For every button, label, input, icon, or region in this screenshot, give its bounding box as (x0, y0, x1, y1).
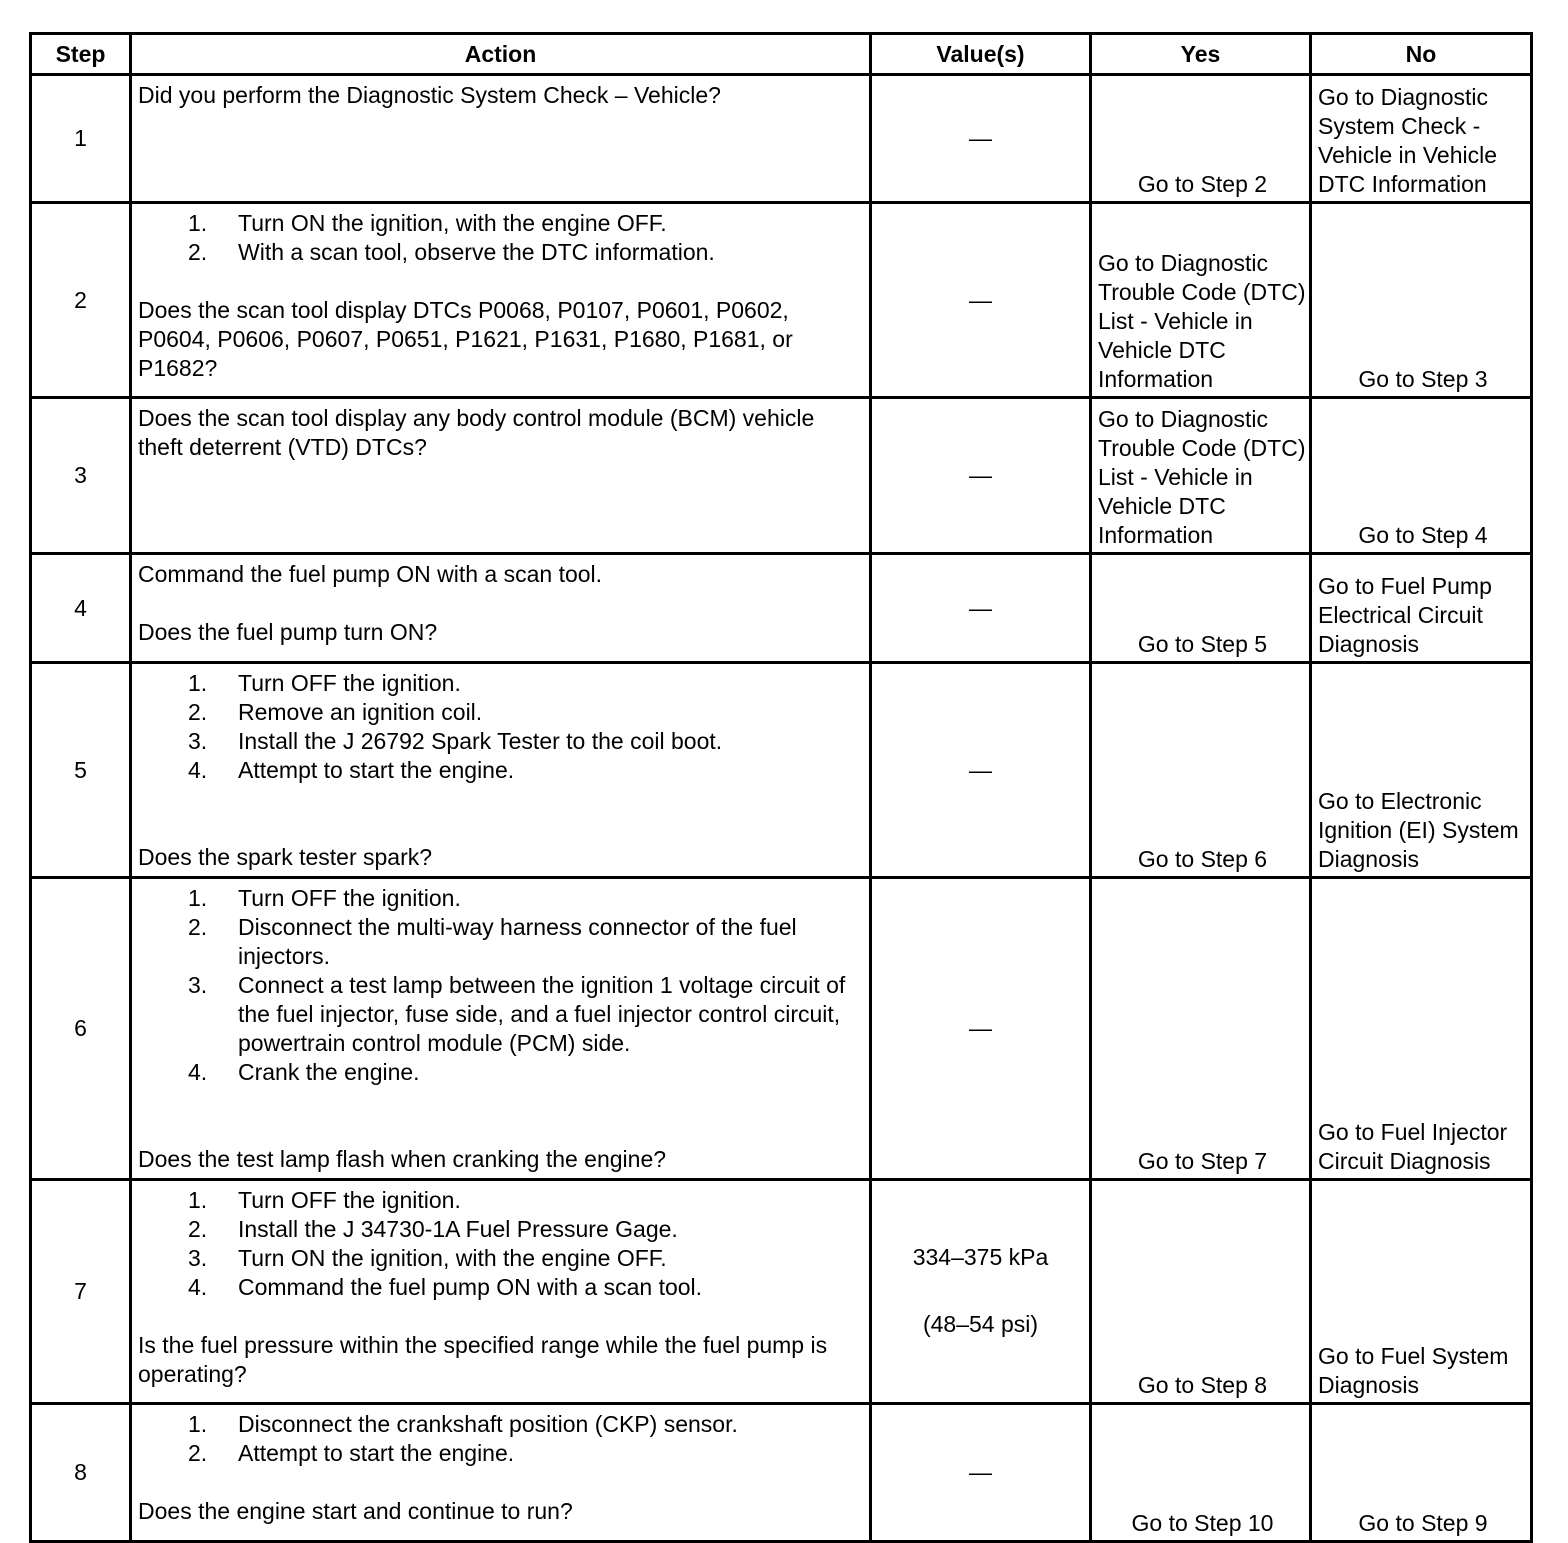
value-kpa: 334–375 kPa (912, 1244, 1049, 1270)
step-number: 6 (31, 878, 131, 1180)
action-question: Does the scan tool display DTCs P0068, P0107, P0601, P0602, P0604, P0606, P0607, P0651, P1621, P1631, P1680, P1681, or P1682? (138, 297, 793, 381)
yes-cell: Go to Step 2 (1091, 75, 1311, 203)
list-item: 4. Attempt to start the engine. (188, 757, 515, 783)
list-item: 1. Disconnect the crankshaft position (CKP) sensor. (188, 1411, 738, 1437)
value-cell: — (871, 398, 1091, 554)
diagnostic-table (29, 32, 1533, 1543)
header-row (31, 34, 1532, 75)
action-cell (131, 1404, 871, 1542)
no-cell: Go to Fuel System Diagnosis (1311, 1180, 1532, 1404)
table-row (31, 75, 1532, 203)
yes-cell: Go to Step 8 (1091, 1180, 1311, 1404)
list-item: 3. Connect a test lamp between the ignition 1 voltage circuit of the fuel injector, fuse side, and a fuel injector control circuit, powertrain control module (PCM) side. (188, 972, 846, 1056)
header-action: Action (131, 34, 871, 75)
no-cell: Go to Step 9 (1311, 1404, 1532, 1542)
no-cell: Go to Step 4 (1311, 398, 1532, 554)
no-cell: Go to Fuel Pump Electrical Circuit Diagnosis (1311, 554, 1532, 663)
list-item: 2. With a scan tool, observe the DTC information. (188, 239, 715, 265)
table-row (31, 1180, 1532, 1404)
table-row (31, 1404, 1532, 1542)
action-list (138, 669, 865, 785)
step-number: 2 (31, 203, 131, 398)
step-number: 7 (31, 1180, 131, 1404)
step-number: 1 (31, 75, 131, 203)
action-cell (131, 75, 871, 203)
list-item: 3. Install the J 26792 Spark Tester to the coil boot. (188, 728, 723, 754)
action-question: Does the spark tester spark? (138, 844, 433, 870)
value-cell: — (871, 75, 1091, 203)
value-cell: — (871, 1404, 1091, 1542)
action-list (138, 1186, 865, 1302)
yes-cell: Go to Step 6 (1091, 663, 1311, 878)
no-cell: Go to Diagnostic System Check - Vehicle in Vehicle DTC Information (1311, 75, 1532, 203)
action-list (138, 1410, 865, 1468)
action-question: Does the engine start and continue to run? (138, 1498, 573, 1524)
table-row (31, 203, 1532, 398)
list-item: 1. Turn ON the ignition, with the engine OFF. (188, 210, 667, 236)
yes-cell: Go to Step 10 (1091, 1404, 1311, 1542)
action-cell (131, 203, 871, 398)
header-step: Step (31, 34, 131, 75)
header-yes: Yes (1091, 34, 1311, 75)
list-item: 3. Turn ON the ignition, with the engine OFF. (188, 1245, 667, 1271)
action-cell (131, 554, 871, 663)
table-row (31, 878, 1532, 1180)
list-item: 1. Turn OFF the ignition. (188, 670, 461, 696)
list-item: 2. Disconnect the multi-way harness connector of the fuel injectors. (188, 914, 797, 969)
no-cell: Go to Step 3 (1311, 203, 1532, 398)
step-number: 8 (31, 1404, 131, 1542)
yes-cell: Go to Step 7 (1091, 878, 1311, 1180)
list-item: 4. Command the fuel pump ON with a scan tool. (188, 1274, 703, 1300)
header-values: Value(s) (871, 34, 1091, 75)
list-item: 4. Crank the engine. (188, 1059, 420, 1085)
action-question: Is the fuel pressure within the specified range while the fuel pump is operating? (138, 1332, 828, 1387)
table-row (31, 663, 1532, 878)
value-cell (871, 1180, 1091, 1404)
step-number: 4 (31, 554, 131, 663)
no-cell: Go to Electronic Ignition (EI) System Diagnosis (1311, 663, 1532, 878)
action-text: Command the fuel pump ON with a scan tool. (138, 561, 603, 587)
table-row (31, 554, 1532, 663)
action-cell (131, 878, 871, 1180)
action-question: Does the test lamp flash when cranking the engine? (138, 1146, 667, 1172)
list-item: 2. Install the J 34730-1A Fuel Pressure Gage. (188, 1216, 678, 1242)
step-number: 5 (31, 663, 131, 878)
list-item: 1. Turn OFF the ignition. (188, 885, 461, 911)
value-cell: — (871, 878, 1091, 1180)
action-list (138, 209, 865, 267)
value-cell: — (871, 663, 1091, 878)
action-cell (131, 1180, 871, 1404)
list-item: 2. Remove an ignition coil. (188, 699, 483, 725)
action-text: Does the scan tool display any body control module (BCM) vehicle theft deterrent (VTD) DTCs? (138, 405, 815, 460)
action-question: Does the fuel pump turn ON? (138, 619, 438, 645)
value-psi: (48–54 psi) (922, 1311, 1039, 1337)
action-text: Did you perform the Diagnostic System Check – Vehicle? (138, 82, 721, 108)
list-item: 1. Turn OFF the ignition. (188, 1187, 461, 1213)
no-cell: Go to Fuel Injector Circuit Diagnosis (1311, 878, 1532, 1180)
yes-cell: Go to Diagnostic Trouble Code (DTC) List - Vehicle in Vehicle DTC Information (1091, 398, 1311, 554)
action-cell (131, 398, 871, 554)
value-cell: — (871, 554, 1091, 663)
yes-cell: Go to Diagnostic Trouble Code (DTC) List - Vehicle in Vehicle DTC Information (1091, 203, 1311, 398)
header-no: No (1311, 34, 1532, 75)
action-list (138, 884, 865, 1087)
yes-cell: Go to Step 5 (1091, 554, 1311, 663)
step-number: 3 (31, 398, 131, 554)
list-item: 2. Attempt to start the engine. (188, 1440, 515, 1466)
action-cell (131, 663, 871, 878)
table-row (31, 398, 1532, 554)
value-cell: — (871, 203, 1091, 398)
